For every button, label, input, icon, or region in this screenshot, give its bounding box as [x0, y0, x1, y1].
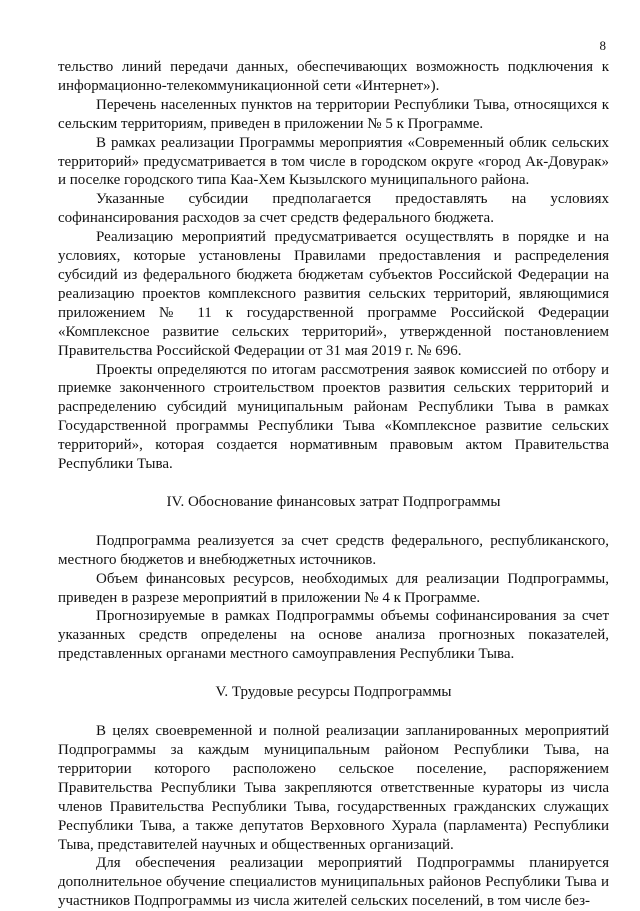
- section-heading-v: V. Трудовые ресурсы Подпрограммы: [215, 684, 452, 701]
- paragraph: Прогнозируемые в рамках Подпрограммы объемы софинансирования за счет указанных средств определены на основе анализа прогнозных показателей, представленных органами местного самоуправления Республики Тыва.: [58, 608, 609, 663]
- paragraph: Указанные субсидии предполагается предоставлять на условиях софинансирования расходов за счет средств федерального бюджета.: [58, 191, 609, 227]
- paragraph: тельство линий передачи данных, обеспечивающих возможность подключения к информационно-телекоммуникационной сети «Интернет»).: [58, 59, 609, 94]
- section-heading-iv: IV. Обоснование финансовых затрат Подпрограммы: [166, 493, 501, 510]
- paragraph: Реализацию мероприятий предусматривается осуществлять в порядке и на условиях, которые установлены Правилами предоставления и распределения субсидий из федерального бюджета бюджетам субъектов Российской Федерации на реализацию проектов комплексного развития сельских территорий, являющимися приложением № 11 к государственной программе Российской Федерации «Комплексное развитие сельских территорий», утвержденной постановлением Правительства Российской Федерации от 31 мая 2019 г. № 696.: [58, 229, 609, 359]
- paragraph: Проекты определяются по итогам рассмотрения заявок комиссией по отбору и приемке законченного строительством проектов развития сельских территорий и распределению субсидий муниципальным районам Республики Тыва в рамках Государственной программы Республики Тыва «Комплексное развитие сельских территорий», которая создается нормативным правовым актом Правительства Республики Тыва.: [58, 361, 609, 473]
- paragraph: Для обеспечения реализации мероприятий Подпрограммы планируется дополнительное обучение специалистов муниципальных районов Республики Тыва и участников Подпрограммы из числа жителей сельских поселений, в том числе без-: [58, 855, 609, 910]
- paragraph: Объем финансовых ресурсов, необходимых для реализации Подпрограммы, приведен в разрезе мероприятий в приложении № 4 к Программе.: [58, 570, 609, 606]
- paragraph: В целях своевременной и полной реализации запланированных мероприятий Подпрограммы за каждым муниципальным районом Республики Тыва, на территории которого расположено сельское поселение, распоряжением Правительства Республики Тыва закрепляются ответственные кураторы из числа членов Правительства Республики Тыва, государственных гражданских служащих Республики Тыва, а также депутатов Верховного Хурала (парламента) Республики Тыва, представителей научных и общественных организаций.: [58, 723, 609, 853]
- document-body: [58, 58, 609, 911]
- page-number: 8: [599, 38, 606, 53]
- paragraph: Перечень населенных пунктов на территории Республики Тыва, относящихся к сельским территориям, приведен в приложении № 5 к Программе.: [58, 96, 609, 132]
- paragraph: В рамках реализации Программы мероприятия «Современный облик сельских территорий» предусматривается в том числе в городском округе «город Ак-Довурак» и поселке городского типа Каа-Хем Кызылского муниципального района.: [58, 134, 609, 189]
- paragraph: Подпрограмма реализуется за счет средств федерального, республиканского, местного бюджетов и внебюджетных источников.: [58, 532, 609, 568]
